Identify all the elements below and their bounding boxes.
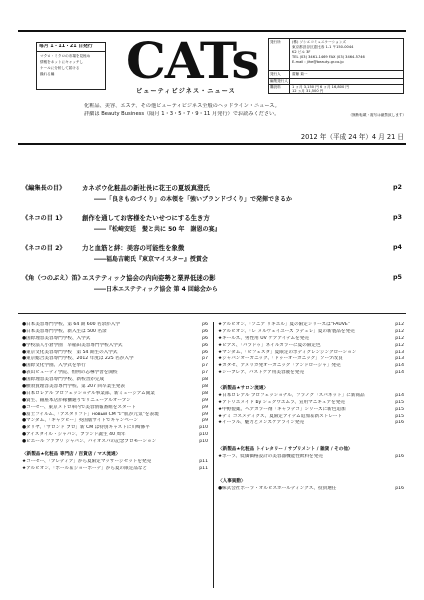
- lead-article-heading: 《ネコの目 2》: [22, 245, 66, 252]
- list-item: [218, 393, 404, 400]
- list-item-text: ●国際理容美容専門学校、入学式: [22, 335, 91, 341]
- section-heading: 〈新製品★化粧品 トイレタリー / サプリメント / 雑貨 / その他〉: [218, 447, 353, 452]
- lead-article: [22, 273, 402, 303]
- lead-article-subtitle: ――「良きものづくり」の本領を「強いブランドづくり」で発揮できるか: [94, 196, 293, 203]
- list-item: [22, 439, 208, 446]
- publisher-box: [268, 38, 404, 94]
- list-item-page: p11: [199, 458, 208, 464]
- list-item-text: ★デミ コスメティクス、夏限定アイテム追加＆新ストレート: [218, 413, 343, 419]
- masthead-subtitle: ビューティビジネス・ニュース: [136, 88, 236, 95]
- list-item-page: p6: [202, 335, 208, 341]
- issuer-name: 齋藤 菊一: [292, 72, 308, 76]
- lead-article-title: カネボウ化粧品の新社長に花王の夏坂真澄氏: [82, 184, 210, 192]
- section-heading: 〈新製品★化粧品 専門店 / 百貨店 / マス流通〉: [22, 452, 121, 457]
- list-item-text: ●日本美容専門学校、新入生は 500 名余: [22, 328, 107, 334]
- list-item: [218, 407, 404, 414]
- right-salon-section: [218, 386, 404, 427]
- left-new-products-section: [22, 452, 208, 473]
- list-item: [218, 414, 404, 421]
- list-item: [218, 486, 404, 493]
- list-item: [22, 412, 208, 419]
- list-item-page: p6: [202, 349, 208, 355]
- list-item-text: ●日本ロレアル プロフェッショナル事業部、新ミュージアム開業: [22, 390, 155, 396]
- list-item-page: p6: [202, 342, 208, 348]
- list-item-page: p10: [199, 432, 208, 438]
- list-item: [22, 370, 208, 377]
- publisher-name: (株) ソシエコミュニケーションズ: [292, 40, 346, 44]
- lead-article-page: p3: [392, 213, 402, 221]
- list-item-page: p16: [395, 420, 404, 426]
- left-contents-column: [22, 322, 208, 446]
- subscription-label: 購読料: [270, 85, 281, 89]
- list-item-text: ●国際文化学園、入学式を挙行: [22, 363, 86, 369]
- list-item: [22, 425, 208, 432]
- publisher-building: K2 ビル 3F: [292, 50, 311, 54]
- lead-article-heading: 《ネコの目 1》: [22, 215, 66, 222]
- list-item-text: ★アルビオン、「ソニア リキエル」夏の限定シリーズは“FAUVE”: [218, 322, 351, 327]
- publisher-phone: TEL (03) 3461-1469 FAX (03) 3464-5746: [292, 55, 365, 59]
- list-item: [218, 420, 404, 427]
- list-item-text: ★ピアス、「パラドゥ」ネイルカラーに夏の限定色: [218, 342, 321, 348]
- list-item: [218, 343, 404, 350]
- list-item-page: p7: [202, 356, 208, 362]
- list-item: [22, 363, 208, 370]
- list-item-text: ★アルビオン、「レ メルヴェイユーズ ラデュレ」夏の新製品を発売: [218, 328, 355, 334]
- list-item-page: p12: [395, 322, 404, 327]
- list-item-text: ●資生、銀座本店が稼働通りでリニューアルオープン: [22, 397, 131, 403]
- list-item-page: p14: [395, 363, 404, 369]
- list-item: [22, 350, 208, 357]
- list-item-text: ★マンダム、「ビフェスタ」夏限定のボディクレンジングローション: [218, 349, 357, 355]
- list-item-text: ★ポーラ、低価価格設計の美容器機能性飲料を発売: [218, 453, 323, 459]
- list-item-text: ●アイスタイル・ジャパン、ブランド誕生 40 周年: [22, 432, 126, 438]
- list-item-page: p12: [395, 328, 404, 334]
- issue-tagline-3: ケールに分析して届ける: [40, 66, 80, 70]
- issuer-label: 発行人: [270, 72, 281, 76]
- lead-article-subtitle: ――日本エステティック協会 第 4 回総会から: [94, 286, 218, 293]
- list-item: [22, 356, 208, 363]
- list-item-page: p8: [202, 384, 208, 390]
- list-item-page: p7: [202, 363, 208, 369]
- subscription-price-1: 1 ヵ月 3,150 円 6 ヵ月 16,800 円: [292, 85, 349, 89]
- list-item: [22, 391, 208, 398]
- lead-article-page: p4: [392, 243, 402, 251]
- list-item: [218, 329, 404, 336]
- list-item-page: p15: [395, 399, 404, 405]
- list-item-text: ●株式会社ポーラ・オルビスホールディングス、役員選任: [218, 485, 337, 491]
- list-item-text: ★コーセー、「プレディア」から夏限定マッサージセットを発売: [22, 458, 152, 464]
- list-item-page: p16: [395, 485, 404, 491]
- list-item-page: p9: [202, 404, 208, 410]
- list-item: [218, 454, 404, 461]
- lead-article-page: p2: [392, 183, 402, 191]
- list-item-text: ★イーラル、魅力とメンズケアライン発売: [218, 420, 305, 426]
- list-item-text: ●横須賀理容美容専門学校、第 207 回卒業生発表: [22, 384, 125, 390]
- list-item: [218, 363, 404, 370]
- repro-note: （無断転載・複写は厳禁致します）: [348, 113, 406, 117]
- list-item-page: p10: [199, 425, 208, 431]
- list-item-text: ★アトリエメイド by シュクウエムラ、宣用マニキュアを発売: [218, 399, 345, 405]
- issue-schedule: 毎月 1・11・21 日発行: [39, 44, 93, 49]
- description-line-1: 化粧品、美容、エステ、その他ビューティビジネス全般のヘッドライン・ニュース。: [84, 103, 280, 109]
- list-item: [22, 329, 208, 336]
- list-item-page: p9: [202, 397, 208, 403]
- publisher-address: 東京都渋谷区恵比寿 1-1 〒150-0044: [292, 45, 354, 49]
- list-item: [218, 350, 404, 357]
- right-toiletry-section: [218, 447, 404, 461]
- issue-tagline-4: 繰れる編: [40, 72, 55, 76]
- list-item-text: ●東京文化美容専門学校 第 54 期生の入学式: [22, 349, 118, 355]
- list-item: [22, 459, 208, 466]
- issue-tagline-2: 情報をネットにキャッチし: [40, 60, 84, 64]
- list-item-text: ●日本美容専門学校、第 64 期 600 名余が入学: [22, 322, 120, 327]
- lead-article-heading: 《編集長の目》: [22, 185, 66, 192]
- issue-date: 2012 年（平成 24 年）4 月 21 日: [300, 133, 404, 141]
- lead-article-page: p5: [392, 273, 402, 281]
- list-item: [22, 377, 208, 384]
- list-item-page: p15: [395, 406, 404, 412]
- list-item-text: ★中野製薬、ヘアカラー剤「キャラデコ」シリーズに新色追加: [218, 406, 346, 412]
- list-item-text: ★シーブレア、バストケア用美容液を発売: [218, 370, 304, 376]
- subscription-price-2: 12 ヵ月 31,500 円: [292, 89, 324, 93]
- list-item-page: p14: [395, 392, 404, 398]
- list-item-page: p13: [395, 349, 404, 355]
- list-item-text: ●富士フイルム、「アスタリフト」новый CM で“肌が元気”を表現: [22, 411, 159, 417]
- section-heading: 〈新製品★サロン流通〉: [218, 386, 269, 391]
- section-heading: 〈人事異動〉: [218, 479, 246, 484]
- list-item-text: ★キールズ、男性用 UV ケアアイテムを発売: [218, 335, 309, 341]
- list-item-page: p6: [202, 322, 208, 327]
- list-item: [22, 466, 208, 473]
- lead-article: [22, 243, 402, 273]
- lead-article-title: 創作を通してお客様をたいせつにする生き方: [82, 214, 210, 222]
- list-item-page: p10: [199, 439, 208, 445]
- list-item-text: ●表山ビューティ学院、恒例の志導学習を開校: [22, 370, 118, 376]
- lead-article-title: 力と血筋と絆：美容の可能性を象徴: [82, 244, 185, 252]
- list-item: [22, 384, 208, 391]
- list-item-page: p13: [395, 356, 404, 362]
- right-personnel-section: [218, 479, 404, 493]
- list-item-text: ●国際理容美容専門学校、新校舎が完成: [22, 377, 105, 383]
- list-item: [22, 336, 208, 343]
- list-item: [22, 432, 208, 439]
- editor-label: 編集発行人: [270, 79, 288, 83]
- list-item-page: p9: [202, 411, 208, 417]
- description-line-2: 詳細は Beauty Business（隔月 1・3・5・7・9・11 月発行）でお読みください。: [84, 111, 280, 117]
- list-item-page: p12: [395, 335, 404, 341]
- list-item: [22, 405, 208, 412]
- list-item-page: p6: [202, 328, 208, 334]
- lead-article-title: エステティック協会の内向姿勢と業界低迷の影: [82, 274, 216, 282]
- list-item-page: p8: [202, 390, 208, 396]
- list-item-text: ●ダリヤ、「サロンド ブロ」新 CM は特別キャストに川崎修平: [22, 425, 150, 431]
- issue-tagline-1: マクロ・ミクロの市場を見極め: [40, 54, 91, 58]
- lead-article-heading: 《角（つのぶえ）笛》: [22, 275, 84, 282]
- list-item-text: ●東京総合美容専門学校、2012 年度は 225 名が入学: [22, 356, 134, 362]
- issue-info-box: [36, 42, 106, 90]
- list-item: [22, 418, 208, 425]
- list-item: [22, 343, 208, 350]
- list-item-text: ●コーセー、東京メトロ車内で美容情報番組をスタート: [22, 404, 136, 410]
- list-item: [22, 398, 208, 405]
- list-item-text: ★日本ロレアル プロフェッショナル、フラノク「スパネット」に新商品: [218, 392, 365, 398]
- masthead-title: CATs: [126, 31, 259, 90]
- list-item: [218, 356, 404, 363]
- list-item-text: ●ピエール ファブリ ジャパン、バイオスパの記念プロモーション: [22, 439, 157, 445]
- lead-article-subtitle: ――福島吉範氏『東京マイスター』授賞会: [94, 256, 208, 263]
- lead-article-subtitle: ――『松崎安廷 髪と共に 50 年 謝恩の宴』: [94, 226, 221, 233]
- list-item-page: p15: [395, 413, 404, 419]
- list-item-page: p7: [202, 370, 208, 376]
- list-item: [218, 370, 404, 377]
- list-item-page: p9: [202, 418, 208, 424]
- list-item: [218, 400, 404, 407]
- list-item-text: ★ジャパンオーガニック、「ドゥーオーガニック」ソープ改良: [218, 356, 343, 362]
- list-item: [218, 336, 404, 343]
- lead-article: [22, 213, 402, 243]
- list-item-page: p12: [395, 342, 404, 348]
- list-item-text: ★カタセ、アメリカ発オーガニック「アンドロージャ」発売: [218, 363, 341, 369]
- list-item-text: ●マンダム、「ギャツビー」英国版サイトでキャンペーン: [22, 418, 138, 424]
- publisher-label: 発行所: [270, 40, 281, 44]
- list-item: [22, 322, 208, 329]
- right-contents-column: [218, 322, 404, 377]
- list-item-page: p14: [395, 370, 404, 376]
- list-item-page: p11: [199, 465, 208, 471]
- list-item-text: ●学校法人小倉学園 早稲田美容専門学校入学式: [22, 342, 123, 348]
- list-item-text: ★アルビオン、「ボール＆ジョーボーテ」から夏の限定品など: [22, 465, 148, 471]
- lead-article: [22, 183, 402, 213]
- publisher-email: E-mail : jihe@beauty-gr.co.jp: [292, 60, 344, 64]
- list-item-page: p16: [395, 453, 404, 459]
- list-item: [218, 322, 404, 329]
- list-item-page: p8: [202, 377, 208, 383]
